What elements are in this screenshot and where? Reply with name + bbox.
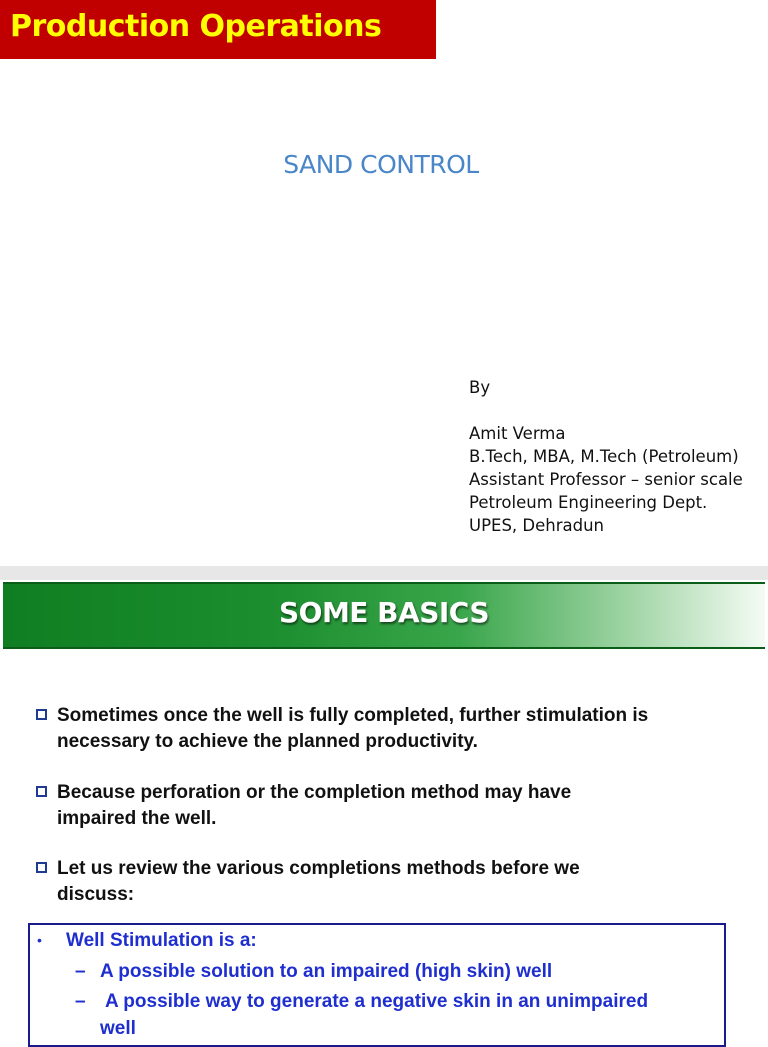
bullet-text-line: Let us review the various completions methods before we	[57, 858, 580, 879]
author-position: Assistant Professor – senior scale	[469, 470, 743, 489]
author-degrees: B.Tech, MBA, M.Tech (Petroleum)	[469, 447, 739, 466]
author-institution: UPES, Dehradun	[469, 516, 605, 535]
section-header: SOME BASICS	[278, 596, 490, 629]
dash-bullet-icon: –	[75, 961, 86, 982]
title-banner	[0, 0, 436, 59]
section-header-bar	[3, 582, 765, 649]
slide-2	[0, 580, 768, 1039]
stimulation-item-continued: well	[100, 1018, 136, 1039]
by-label: By	[469, 378, 491, 397]
author-name: Amit Verma	[469, 424, 566, 443]
list-item	[36, 780, 736, 832]
slide-subtitle: SAND CONTROL	[283, 150, 479, 179]
stimulation-heading: Well Stimulation is a:	[66, 930, 257, 951]
bullet-text-line: discuss:	[57, 884, 135, 905]
bullet-text-line: impaired the well.	[57, 808, 217, 829]
stimulation-item: A possible solution to an impaired (high skin) well	[100, 961, 553, 982]
author-block	[469, 376, 743, 537]
slide-separator	[0, 566, 768, 580]
bullet-text-line: Sometimes once the well is fully completed, further stimulation is	[57, 705, 649, 726]
bullet-dot-icon: •	[37, 932, 42, 948]
list-item	[36, 703, 736, 755]
list-item	[36, 856, 736, 908]
slide-title: Production Operations	[10, 9, 382, 44]
checkbox-bullet-icon	[36, 786, 47, 797]
author-department: Petroleum Engineering Dept.	[469, 493, 708, 512]
dash-bullet-icon: –	[75, 991, 86, 1012]
checkbox-bullet-icon	[36, 709, 47, 720]
bullet-text-line: necessary to achieve the planned productivity.	[57, 731, 478, 752]
bullet-text-line: Because perforation or the completion method may have	[57, 782, 572, 803]
stimulation-box	[28, 923, 726, 1047]
stimulation-item: A possible way to generate a negative skin in an unimpaired	[105, 991, 649, 1012]
checkbox-bullet-icon	[36, 862, 47, 873]
